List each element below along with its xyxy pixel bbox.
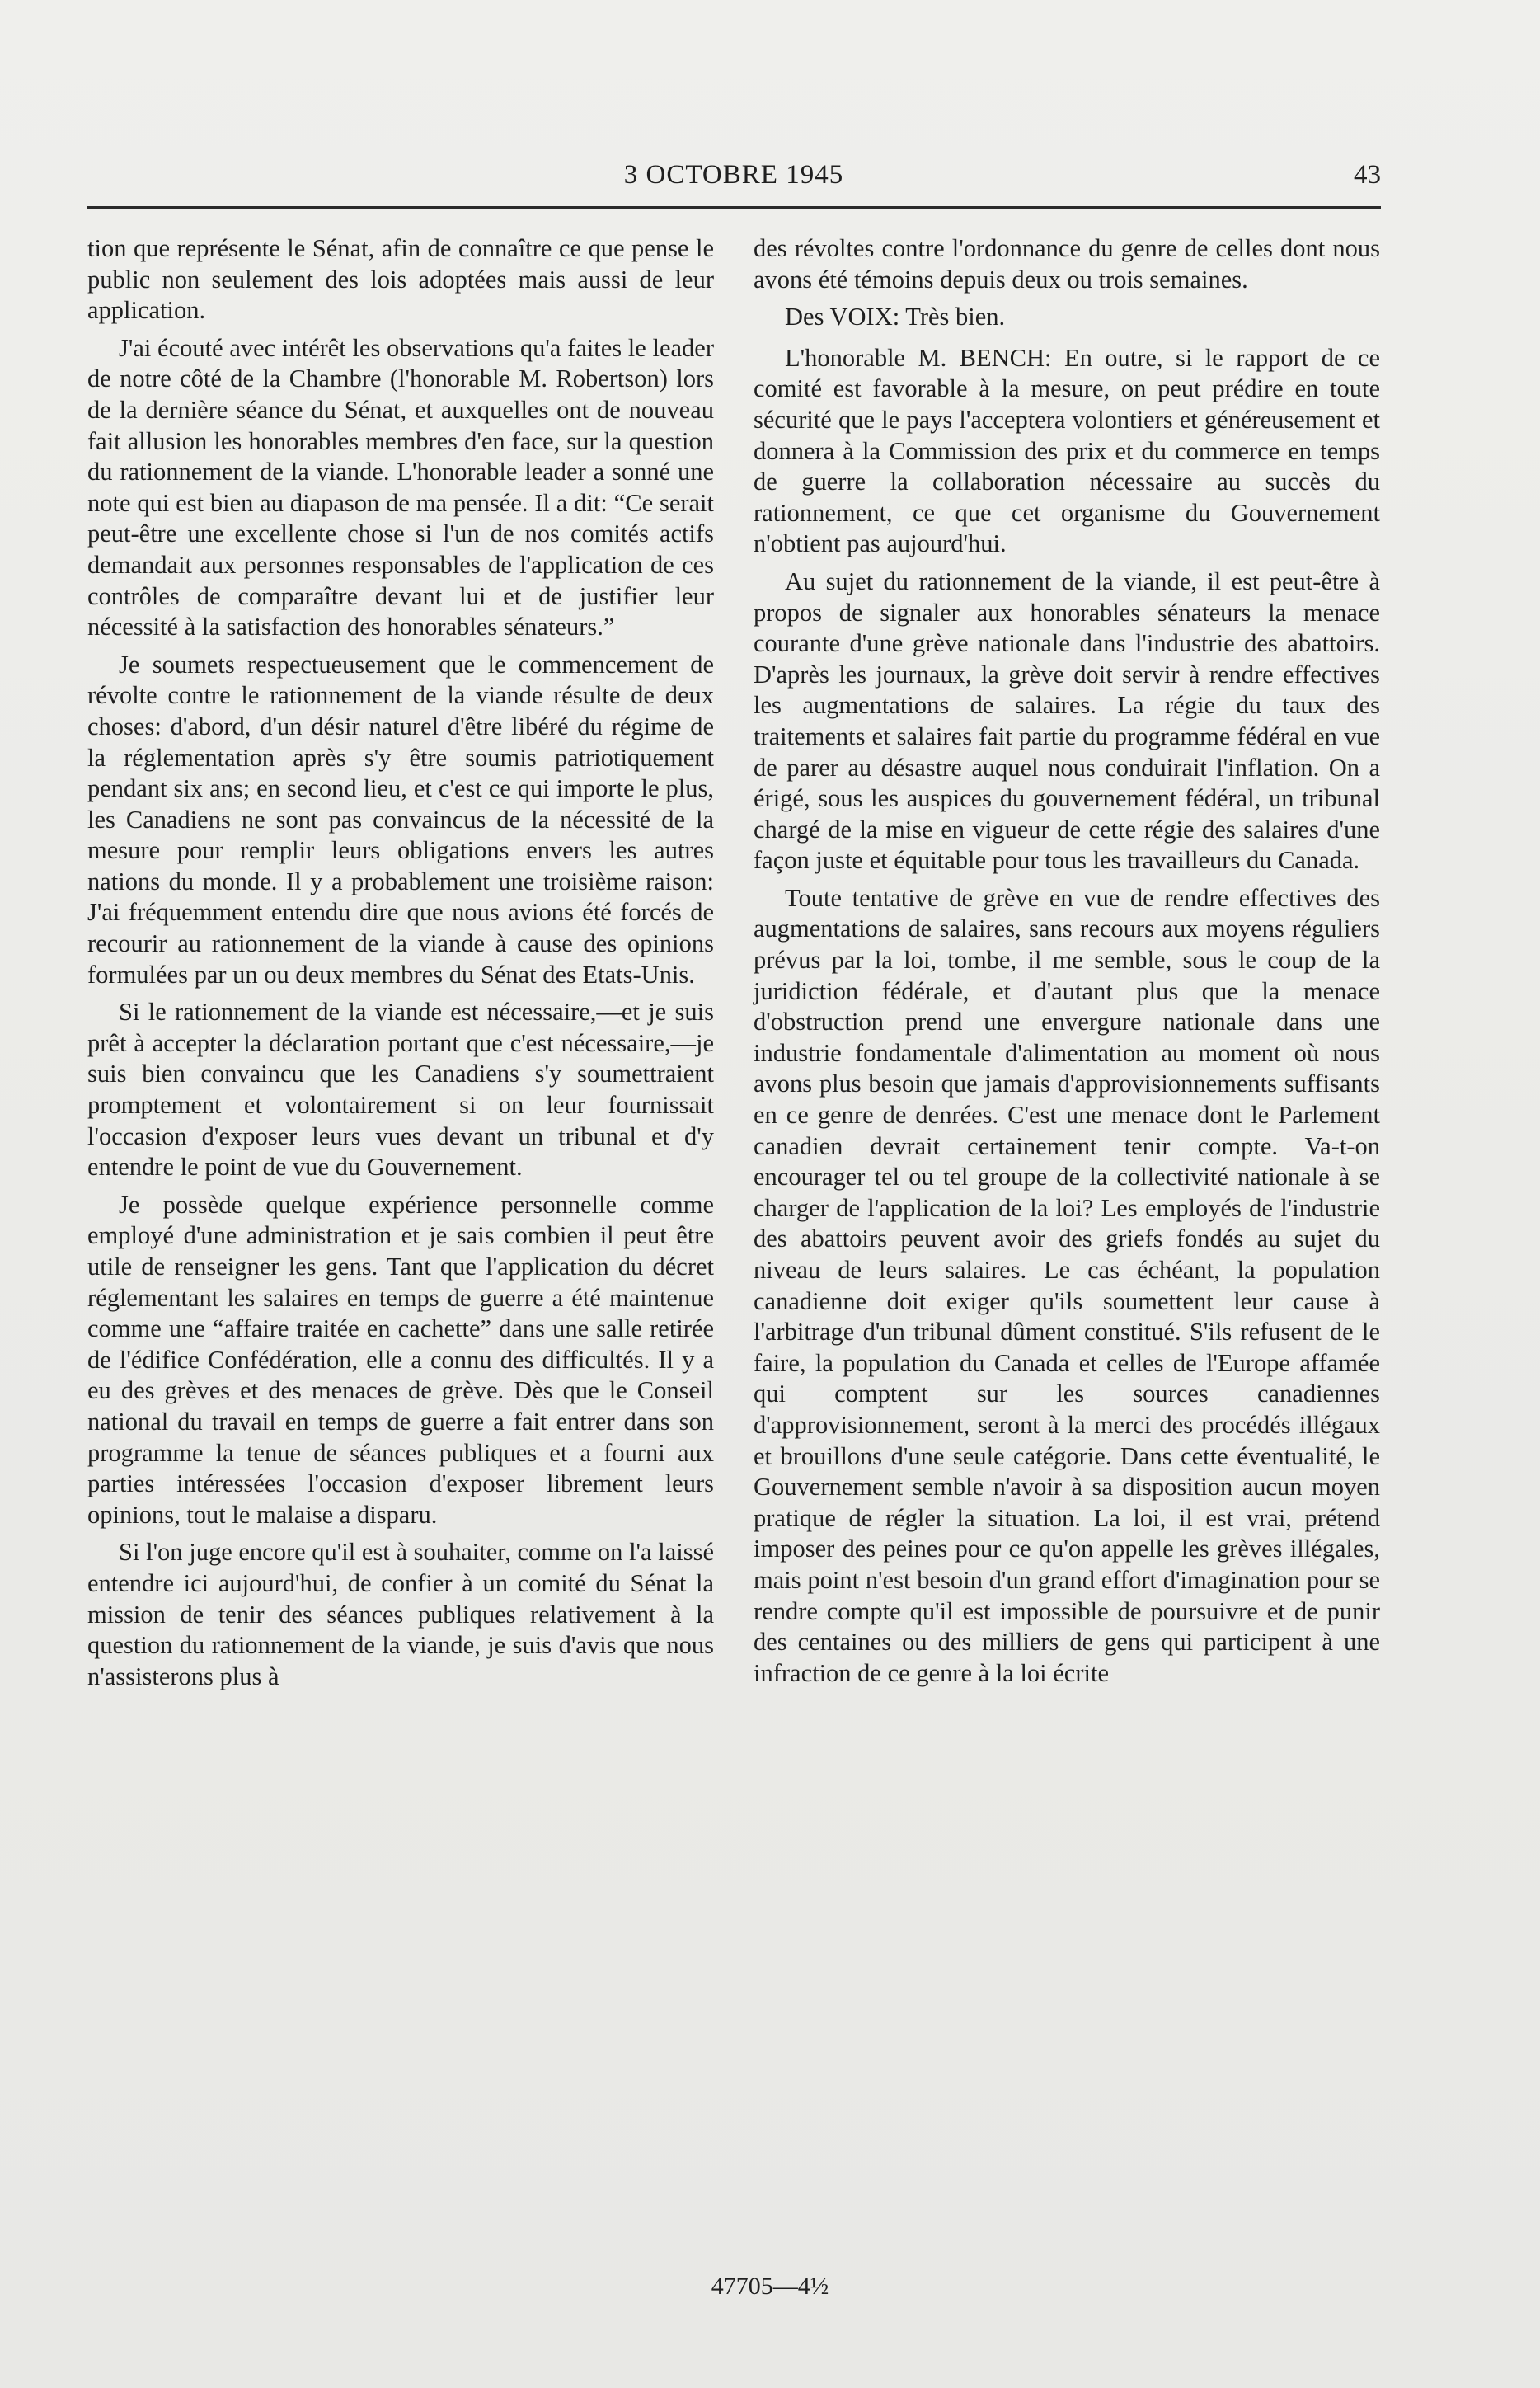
paragraph: Au sujet du rationnement de la viande, il est peut-être à propos de signaler aux honorables sénateurs la menace courante d'une grève nationale dans l'industrie des abattoirs. D'après les journaux, la grève doit servir à rendre effectives les augmentations de salaires. La régie du taux des traitements et salaires fait partie du programme fédéral en vue de parer au désastre auquel nous conduirait l'inflation. On a érigé, sous les auspices du gouvernement fédéral, un tribunal chargé de la mise en vigueur de cette régie des salaires d'une façon juste et équitable pour tous les travailleurs du Canada. — [754, 566, 1380, 875]
paragraph: des révoltes contre l'ordonnance du genre de celles dont nous avons été témoins depuis deux ou trois semaines. — [754, 234, 1380, 294]
paragraph: Toute tentative de grève en vue de rendre effectives des augmentations de salaires, sans recours aux moyens réguliers prévus par la loi, tombe, il me semble, sous le coup de la juridiction fédérale, et d'autant plus que la menace d'obstruction prend une envergure nationale dans une industrie fondamentale d'alimentation au moment où nous avons plus besoin que jamais d'approvisionnements suffisants en ce genre de denrées. C'est une menace dont le Parlement canadien devrait certainement tenir compte. Va-t-on encourager tel ou tel groupe de la collectivité nationale à se charger de l'application de la loi? Les employés de l'industrie des abattoirs peuvent avoir des griefs fondés au sujet du niveau de leurs salaires. Le cas échéant, la population canadienne doit exiger qu'ils soumettent leur cause à l'arbitrage d'un tribunal dûment constitué. S'ils refusent de le faire, la population du Canada et celles de l'Europe affamée qui comptent sur les sources canadiennes d'approvisionnement, seront à la merci des procédés illégaux et brouillons d'une seule catégorie. Dans cette éventualité, le Gouvernement semble n'avoir à sa disposition aucun moyen pratique de régler la situation. La loi, il est vrai, prétend imposer des peines pour ce qu'on appelle les grèves illégales, mais point n'est besoin d'un grand effort d'imagination pour se rendre compte qu'il est impossible de poursuivre et de punir des centaines ou des milliers de gens qui participent à une infraction de ce genre à la loi écrite — [754, 883, 1380, 1687]
paragraph: tion que représente le Sénat, afin de connaître ce que pense le public non seulement des lois adoptées mais aussi de leur application. — [87, 234, 714, 325]
paragraph: Je possède quelque expérience personnelle comme employé d'une administration et je sais combien il peut être utile de renseigner les gens. Tant que l'application du décret réglementant les salaires en temps de guerre a été maintenue comme une “affaire traitée en cachette” dans une salle retirée de l'édifice Confédération, elle a connu des difficultés. Il y a eu des grèves et des menaces de grève. Dès que le Conseil national du travail en temps de guerre a fait entrer dans son programme la tenue de séances publiques et a fourni aux parties intéressées l'occasion d'exposer librement leurs opinions, tout le malaise a disparu. — [87, 1190, 714, 1529]
page-number: 43 — [1354, 160, 1381, 190]
paragraph: L'honorable M. BENCH: En outre, si le rapport de ce comité est favorable à la mesure, on peut prédire en toute sécurité que le pays l'acceptera volontiers et généreusement et donnera à la Commission des prix et du commerce en temps de guerre la collaboration nécessaire au succès du rationnement, ce que cet organisme du Gouvernement n'obtient pas aujourd'hui. — [754, 343, 1380, 558]
paragraph: Si le rationnement de la viande est nécessaire,—et je suis prêt à accepter la déclaration portant que c'est nécessaire,—je suis bien convaincu que les Canadiens s'y soumettraient promptement et volontairement si on leur fournissait l'occasion d'exposer leurs vues devant un tribunal et d'y entendre le point de vue du Gouvernement. — [87, 998, 714, 1182]
printer-signature: 47705—4½ — [711, 2273, 829, 2300]
paragraph: Je soumets respectueusement que le commencement de révolte contre le rationnement de la viande résulte de deux choses: d'abord, d'un désir naturel d'être libéré du régime de la réglementation après s'y être soumis patriotiquement pendant six ans; en second lieu, et c'est ce qui importe le plus, les Canadiens ne sont pas convaincus de la nécessité de la mesure pour remplir leurs obligations envers les autres nations du monde. Il y a probablement une troisième raison: J'ai fréquemment entendu dire que nous avions été forcés de recourir au rationnement de la viande à cause des opinions formulées par un ou deux membres du Sénat des Etats-Unis. — [87, 650, 714, 989]
paragraph-interjection: Des VOIX: Très bien. — [785, 303, 1006, 331]
header-rule — [87, 206, 1381, 209]
paragraph: J'ai écouté avec intérêt les observations qu'a faites le leader de notre côté de la Chambre (l'honorable M. Robertson) lors de la dernière séance du Sénat, et auxquelles ont de nouveau fait allusion les honorables membres d'en face, sur la question du rationnement de la viande. L'honorable leader a sonné une note qui est bien au diapason de ma pensée. Il a dit: “Ce serait peut-être une excellente chose si l'un de nos comités actifs demandait aux personnes responsables de l'application de ces contrôles de comparaître devant lui et de justifier leur nécessité à la satisfaction des honorables sénateurs.” — [87, 333, 714, 642]
header-date: 3 OCTOBRE 1945 — [623, 160, 844, 190]
running-head — [87, 155, 1381, 195]
paragraph: Si l'on juge encore qu'il est à souhaiter, comme on l'a laissé entendre ici aujourd'hui, de confier à un comité du Sénat la mission de tenir des séances publiques relativement à la question du rationnement de la viande, je suis d'avis que nous n'assisterons plus à — [87, 1538, 714, 1690]
left-column — [87, 233, 714, 1699]
right-column — [754, 233, 1380, 1695]
